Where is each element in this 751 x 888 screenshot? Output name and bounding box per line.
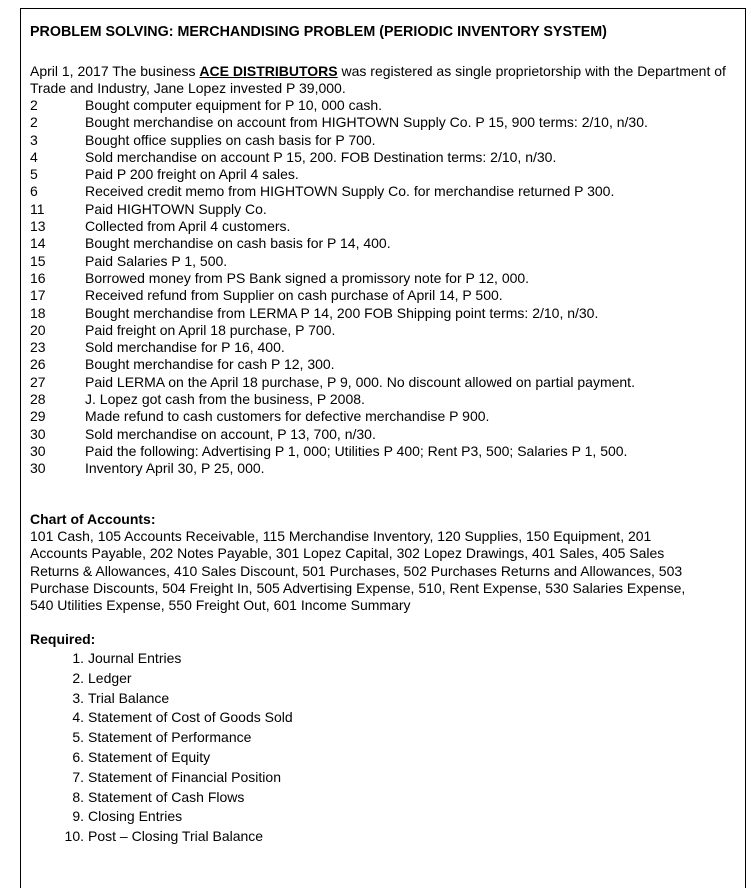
required-item	[51, 788, 293, 808]
transaction-day: 2	[30, 97, 38, 113]
transaction-row	[30, 270, 742, 287]
transaction-day: 14	[30, 235, 46, 252]
required-item-number: 2.	[72, 669, 84, 686]
transaction-row	[30, 443, 742, 460]
transaction-text: Bought merchandise for cash P 12, 300.	[85, 356, 335, 373]
chart-of-accounts-text	[30, 528, 742, 614]
intro-paragraph	[30, 63, 742, 98]
required-item-text: Statement of Equity	[88, 748, 211, 765]
transaction-row	[30, 305, 742, 322]
transaction-text: Bought computer equipment for P 10, 000 cash.	[85, 97, 383, 113]
transaction-text: Bought office supplies on cash basis for P 700.	[85, 131, 376, 148]
transaction-day: 5	[30, 166, 38, 183]
transaction-text: Sold merchandise on account P 15, 200. FOB Destination terms: 2/10, n/30.	[85, 148, 557, 165]
transaction-row	[30, 391, 742, 408]
required-list	[51, 649, 293, 847]
transaction-text: Inventory April 30, P 25, 000.	[85, 460, 265, 477]
transaction-row	[30, 132, 742, 149]
required-item-text: Trial Balance	[88, 689, 170, 706]
transaction-text: Made refund to cash customers for defective merchandise P 900.	[85, 408, 490, 425]
transaction-row	[30, 356, 742, 373]
required-item-number: 8.	[72, 788, 84, 805]
transaction-row	[30, 253, 742, 270]
required-item-text: Statement of Cost of Goods Sold	[88, 709, 293, 726]
coa-line: Purchase Discounts, 504 Freight In, 505 Advertising Expense, 510, Rent Expense, 530 Salaries Expense,	[30, 579, 686, 596]
required-item-text: Statement of Financial Position	[88, 768, 281, 785]
intro-post: was registered as single proprietorship with the Department of Trade and Industry, Jane Lopez invested P 39,000.	[30, 63, 726, 97]
transaction-text: Borrowed money from PS Bank signed a promissory note for P 12, 000.	[85, 269, 530, 286]
transaction-row	[30, 460, 742, 477]
transaction-list	[30, 97, 742, 478]
transaction-text: Paid Salaries P 1, 500.	[85, 252, 228, 269]
transaction-row	[30, 201, 742, 218]
transaction-text: Bought merchandise on account from HIGHTOWN Supply Co. P 15, 900 terms: 2/10, n/30.	[85, 114, 648, 131]
intro-pre: April 1, 2017 The business	[30, 63, 200, 79]
coa-line: Returns & Allowances, 410 Sales Discount, 501 Purchases, 502 Purchases Returns and Allowances, 503	[30, 562, 683, 579]
transaction-row	[30, 426, 742, 443]
transaction-text: Received refund from Supplier on cash purchase of April 14, P 500.	[85, 287, 503, 304]
required-item	[51, 669, 293, 689]
required-item	[51, 827, 293, 847]
required-item-number: 6.	[72, 748, 84, 765]
coa-line: Accounts Payable, 202 Notes Payable, 301 Lopez Capital, 302 Lopez Drawings, 401 Sales, 405 Sales	[30, 545, 665, 562]
transaction-text: Paid HIGHTOWN Supply Co.	[85, 200, 267, 217]
transaction-day: 18	[30, 304, 46, 321]
transaction-row	[30, 322, 742, 339]
required-item	[51, 748, 293, 768]
transaction-row	[30, 149, 742, 166]
transaction-text: Paid LERMA on the April 18 purchase, P 9, 000. No discount allowed on partial payment.	[85, 373, 635, 390]
transaction-text: Paid the following: Advertising P 1, 000; Utilities P 400; Rent P3, 500; Salaries P 1, 500.	[85, 442, 628, 459]
required-item-number: 5.	[72, 729, 84, 746]
required-item	[51, 807, 293, 827]
required-item	[51, 689, 293, 709]
transaction-day: 30	[30, 425, 46, 442]
required-item-text: Statement of Cash Flows	[88, 788, 245, 805]
required-item-text: Ledger	[88, 669, 132, 686]
transaction-row	[30, 339, 742, 356]
transaction-day: 15	[30, 252, 46, 269]
transaction-day: 17	[30, 287, 46, 304]
transaction-row	[30, 166, 742, 183]
transaction-day: 28	[30, 391, 46, 408]
coa-line: 101 Cash, 105 Accounts Receivable, 115 Merchandise Inventory, 120 Supplies, 150 Equipment, 201	[30, 528, 652, 544]
transaction-text: Paid P 200 freight on April 4 sales.	[85, 166, 299, 183]
transaction-row	[30, 114, 742, 131]
transaction-row	[30, 374, 742, 391]
document-page	[20, 8, 746, 888]
transaction-day: 30	[30, 442, 46, 459]
chart-of-accounts-heading: Chart of Accounts:	[30, 511, 156, 527]
transaction-text: Paid freight on April 18 purchase, P 700.	[85, 321, 336, 338]
required-item-number: 4.	[72, 709, 84, 726]
transaction-day: 2	[30, 114, 38, 131]
required-item-number: 10.	[64, 828, 84, 845]
required-item	[51, 649, 293, 669]
transaction-text: Sold merchandise for P 16, 400.	[85, 339, 285, 356]
transaction-row	[30, 235, 742, 252]
transaction-day: 30	[30, 460, 46, 477]
transaction-day: 23	[30, 339, 46, 356]
problem-title: PROBLEM SOLVING: MERCHANDISING PROBLEM (PERIODIC INVENTORY SYSTEM)	[30, 24, 607, 40]
transaction-text: Received credit memo from HIGHTOWN Supply Co. for merchandise returned P 300.	[85, 183, 615, 200]
required-heading: Required:	[30, 631, 96, 647]
transaction-day: 4	[30, 148, 38, 165]
required-item-text: Journal Entries	[88, 650, 182, 666]
transaction-day: 20	[30, 321, 46, 338]
required-item-number: 3.	[72, 689, 84, 706]
transaction-row	[30, 97, 742, 114]
required-item-number: 1.	[72, 650, 84, 666]
required-item-text: Closing Entries	[88, 808, 183, 825]
required-item	[51, 708, 293, 728]
transaction-row	[30, 408, 742, 425]
coa-line: 540 Utilities Expense, 550 Freight Out, 601 Income Summary	[30, 597, 411, 614]
transaction-day: 13	[30, 218, 46, 235]
transaction-text: Bought merchandise from LERMA P 14, 200 FOB Shipping point terms: 2/10, n/30.	[85, 304, 599, 321]
transaction-row	[30, 287, 742, 304]
transaction-day: 6	[30, 183, 38, 200]
required-item-text: Post – Closing Trial Balance	[88, 828, 264, 845]
transaction-text: Sold merchandise on account, P 13, 700, n/30.	[85, 425, 376, 442]
transaction-text: Collected from April 4 customers.	[85, 218, 291, 235]
required-item-text: Statement of Performance	[88, 729, 252, 746]
transaction-text: J. Lopez got cash from the business, P 2008.	[85, 391, 365, 408]
required-item	[51, 728, 293, 748]
transaction-day: 11	[30, 200, 45, 217]
transaction-text: Bought merchandise on cash basis for P 14, 400.	[85, 235, 391, 252]
required-item-number: 9.	[72, 808, 84, 825]
required-item-number: 7.	[72, 768, 84, 785]
required-item	[51, 768, 293, 788]
transaction-day: 26	[30, 356, 46, 373]
transaction-day: 3	[30, 131, 38, 148]
transaction-day: 16	[30, 269, 46, 286]
transaction-row	[30, 218, 742, 235]
transaction-day: 29	[30, 408, 46, 425]
transaction-day: 27	[30, 373, 46, 390]
transaction-row	[30, 183, 742, 200]
business-name: ACE DISTRIBUTORS	[199, 63, 338, 79]
